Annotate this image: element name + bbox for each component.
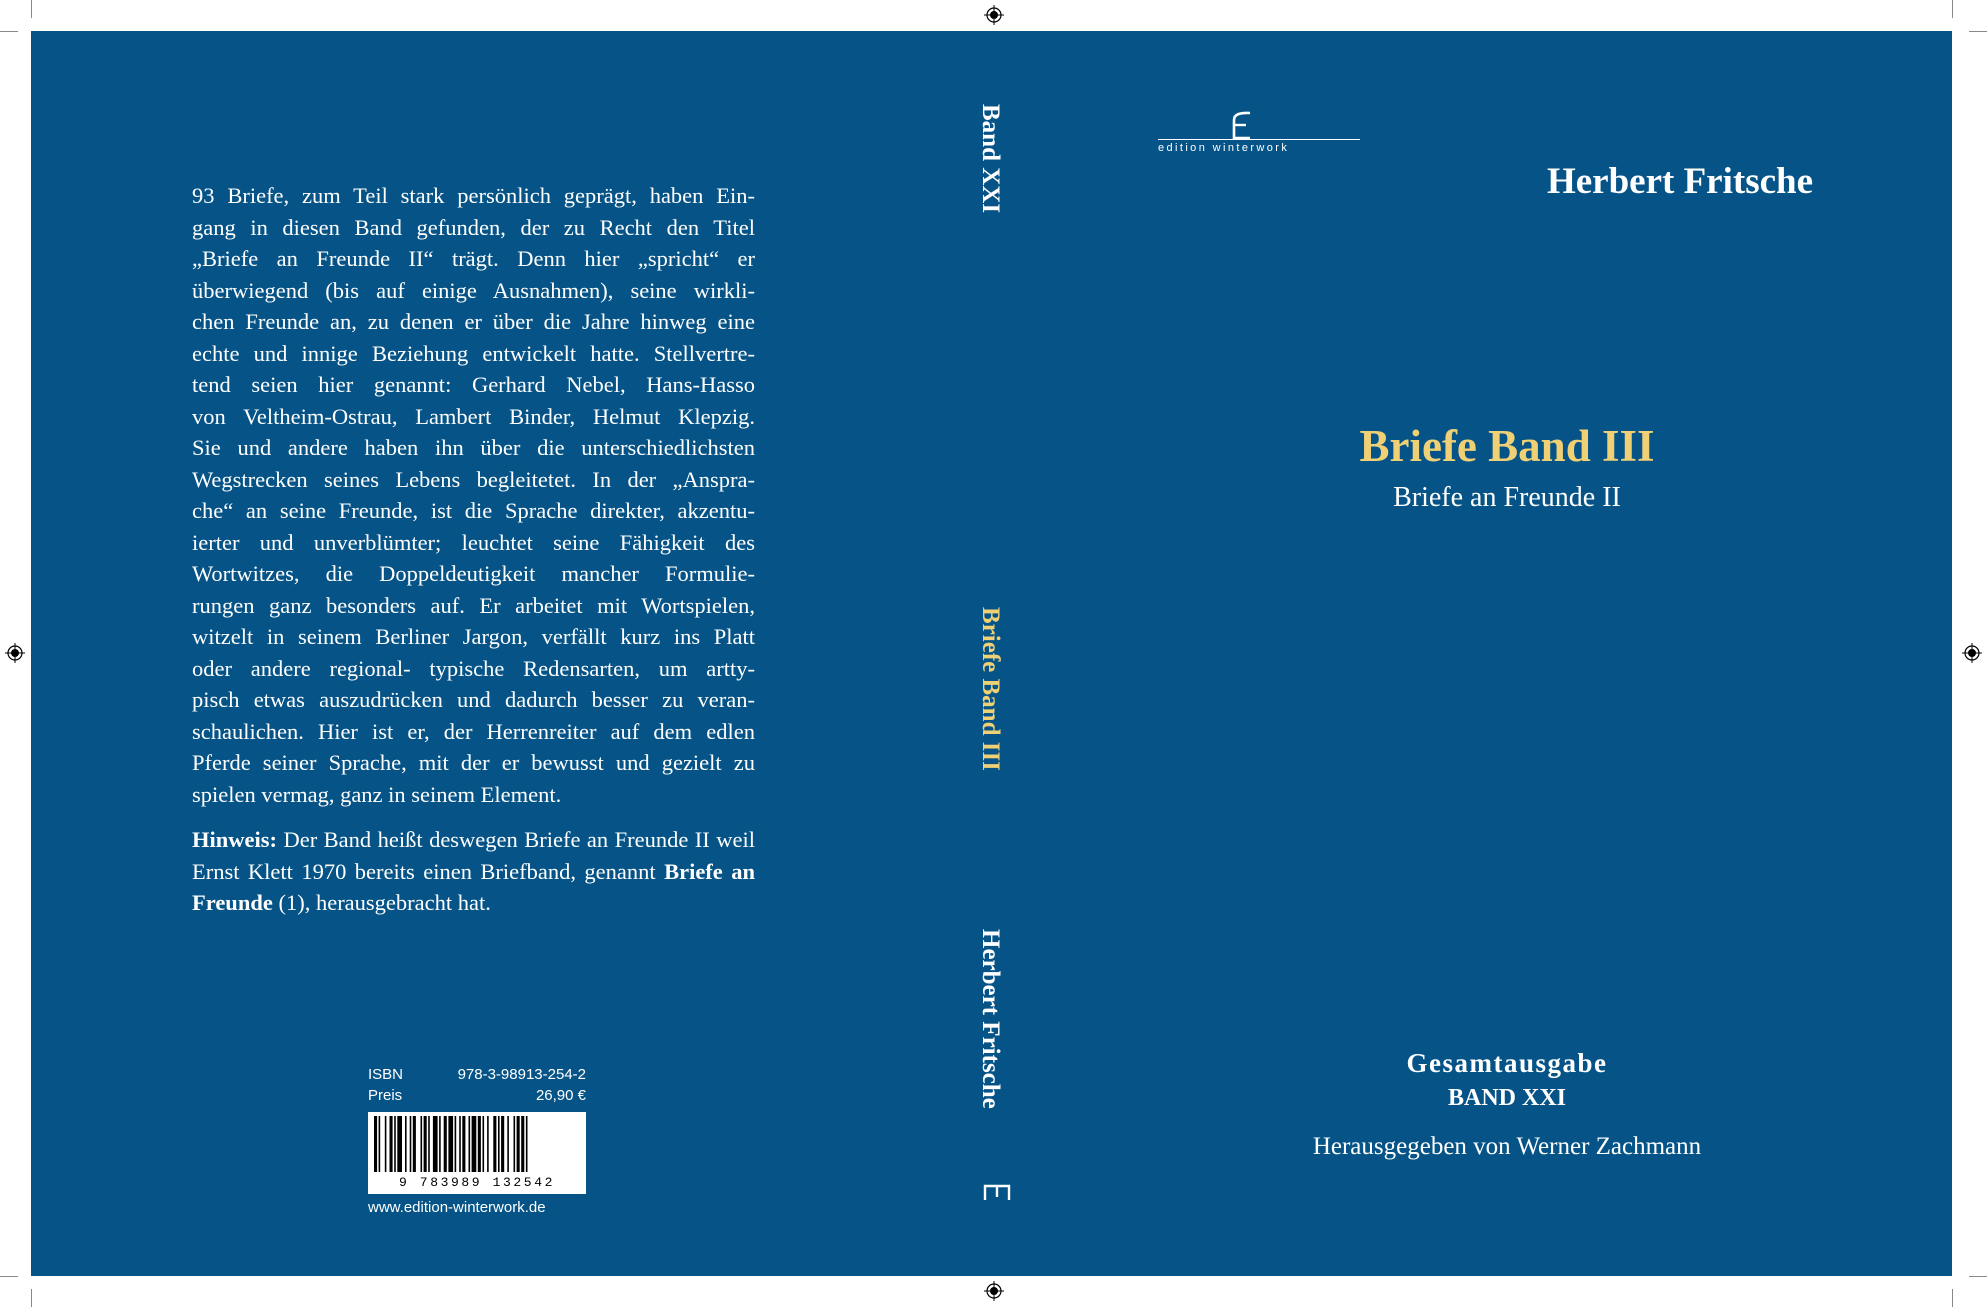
barcode-digits: 9 783989 132542 [398,1175,556,1190]
isbn-label: ISBN [368,1066,404,1083]
isbn-value: 978-3-98913-254-2 [457,1066,586,1083]
barcode-bar [428,1116,430,1172]
blurb-line: von Veltheim-Ostrau, Lambert Binder, Helmut Klepzig. [192,403,755,429]
barcode-bar [439,1116,441,1172]
blurb-line: „Briefe an Freunde II“ trägt. Denn hier „spricht“ er [192,246,755,271]
publisher-logo-text: edition winterwork [1158,142,1290,154]
barcode-bar [501,1116,504,1172]
blurb-line: schaulichen. Hier ist er, der Herrenreiter auf dem edlen [192,718,755,744]
barcode-bar [507,1116,509,1172]
barcode-bar [448,1116,453,1172]
crop-mark [1952,1289,1953,1307]
barcode-icon [372,1116,582,1174]
barcode-bar [390,1116,393,1172]
barcode-bar [424,1116,427,1172]
barcode-bar [455,1116,457,1172]
blurb-line: spielen vermag, ganz in seinem Element. [192,781,562,807]
front-title: Briefe Band III [1359,421,1655,471]
logo-rule [1158,139,1360,140]
barcode-bar [517,1116,520,1172]
blurb-line: che“ an seine Freunde, ist die Sprache direkter, akzentu- [192,498,755,523]
barcode [368,1112,586,1194]
blurb-line: Wegstrecken seines Lebens begleitetet. In der „Anspra- [192,466,755,492]
barcode-bar [379,1116,381,1172]
blurb-line: echte und innige Beziehung entwickelt hatte. Stellvertre- [192,340,755,366]
spine-author: Herbert Fritsche [977,929,1004,1109]
blurb-line: überwiegend (bis auf einige Ausnahmen), seine wirkli- [192,277,755,303]
note-label: Hinweis: [192,827,278,852]
price-label: Preis [368,1087,403,1104]
blurb-line: ierter und unverblümter; leuchtet seine Fähigkeit des [192,529,755,555]
barcode-bar [385,1116,387,1172]
barcode-bar [521,1116,524,1172]
crop-mark [1969,31,1987,32]
barcode-bar [498,1116,500,1172]
blurb-line: oder andere regional- typische Redensarten, um artty- [192,655,755,681]
blurb-paragraph [192,180,755,810]
barcode-bar [462,1116,465,1172]
blurb-line: tend seien hier genannt: Gerhard Nebel, Hans-Hasso [192,372,755,397]
front-subtitle: Briefe an Freunde II [1393,482,1621,513]
publisher-website: www.edition-winterwork.de [368,1199,546,1216]
barcode-bar [493,1116,496,1172]
blurb-line: Sie und andere haben ihn über die unterschiedlichsten [192,435,755,460]
barcode-bar [483,1116,485,1172]
crop-mark [0,1276,18,1277]
barcode-bar [514,1116,516,1172]
blurb-line: Pferde seiner Sprache, mit der er bewusst und gezielt zu [192,750,755,775]
crop-mark [31,1289,32,1307]
blurb-line: pisch etwas auszudrücken und dadurch besser zu veran- [192,687,755,712]
blurb-line: gang in diesen Band gefunden, der zu Recht den Titel [192,214,755,240]
barcode-bar [469,1116,471,1172]
barcode-bar [459,1116,461,1172]
barcode-bar [374,1116,377,1172]
isbn-block [368,1064,586,1218]
barcode-bar [433,1116,438,1172]
crop-mark [0,31,18,32]
barcode-bar [421,1116,423,1172]
publisher-e-icon [1226,110,1256,142]
crop-mark [31,0,32,18]
publisher-logo [1158,106,1360,158]
barcode-bar [410,1116,412,1172]
note-text: Der Band heißt deswegen Briefe an Freunde II weil Ernst Klett 1970 bereits einen Briefband, genannt [192,827,755,884]
crop-mark [1969,1276,1987,1277]
registration-mark-icon [984,5,1004,25]
barcode-bar [413,1116,416,1172]
back-cover-blurb [192,180,755,933]
spine-band: Band XXI [977,104,1004,214]
spine-title: Briefe Band III [977,607,1004,771]
barcode-bar [444,1116,447,1172]
spine-publisher-logo-icon [981,1178,1013,1210]
price-row [368,1085,586,1106]
isbn-row [368,1064,586,1085]
note-paragraph [192,824,755,919]
barcode-bar [526,1116,528,1172]
front-band: BAND XXI [1447,1085,1566,1111]
series-name: Gesamtausgabe [1406,1048,1608,1078]
blurb-line: rungen ganz besonders auf. Er arbeitet mit Wortspielen, [192,592,755,618]
price-value: 26,90 € [535,1087,586,1104]
registration-mark-icon [1962,643,1982,663]
barcode-bar [472,1116,477,1172]
blurb-line: witzelt in seinem Berliner Jargon, verfällt kurz ins Platt [192,624,755,649]
barcode-bar [397,1116,402,1172]
barcode-bar [478,1116,481,1172]
note-bold-title: Briefe an Freunde [192,858,755,915]
note-text-end: (1), herausgebracht hat. [272,890,491,915]
crop-mark [1952,0,1953,18]
blurb-line: Wortwitzes, die Doppeldeutigkeit mancher Formulie- [192,561,755,586]
barcode-bar [405,1116,407,1172]
registration-mark-icon [5,643,25,663]
front-author: Herbert Fritsche [1546,161,1814,202]
registration-mark-icon [984,1281,1004,1301]
barcode-bar [394,1116,396,1172]
barcode-bar [487,1116,489,1172]
blurb-line: 93 Briefe, zum Teil stark persönlich geprägt, haben Ein- [192,183,755,208]
editor-credit: Herausgegeben von Werner Zachmann [1312,1133,1702,1160]
blurb-line: chen Freunde an, zu denen er über die Jahre hinweg eine [192,309,755,334]
